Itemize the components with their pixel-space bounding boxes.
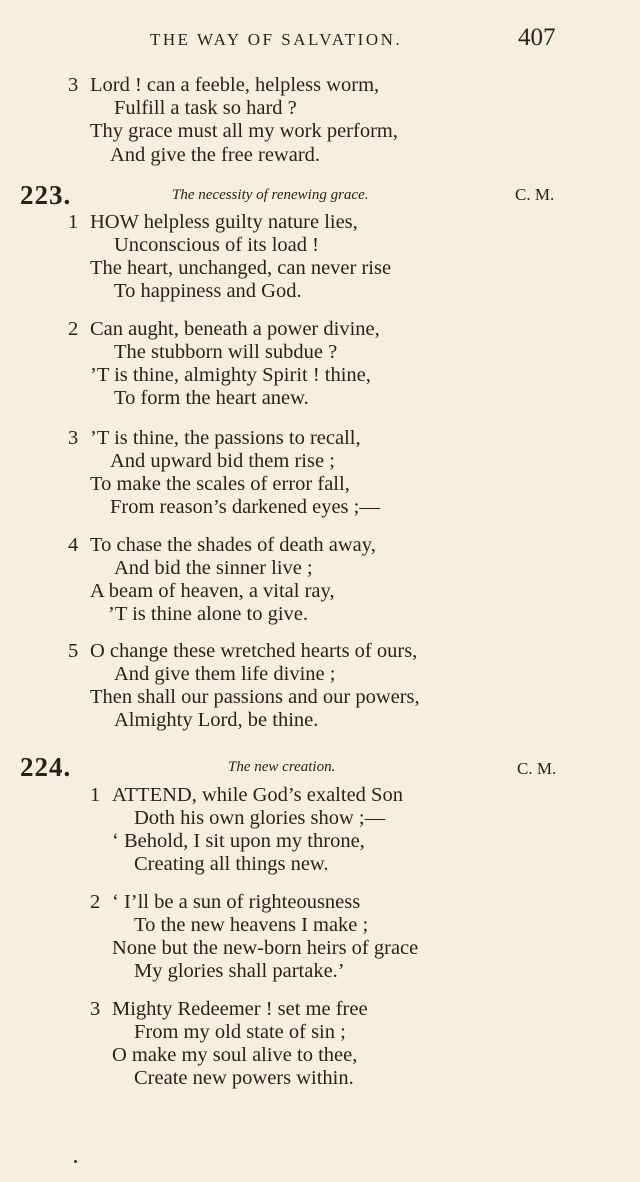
- verse-line: Lord ! can a feeble, helpless worm,: [90, 74, 380, 96]
- verse-line: Then shall our passions and our powers,: [90, 686, 420, 708]
- stanza-number: 2: [90, 891, 101, 913]
- verse-line: ATTEND, while God’s exalted Son: [112, 784, 403, 806]
- verse-line: From my old state of sin ;: [134, 1021, 346, 1043]
- verse-line: And bid the sinner live ;: [114, 557, 313, 579]
- hymn-number: 223.: [20, 180, 72, 210]
- verse-line: ’T is thine alone to give.: [108, 603, 309, 625]
- verse-line: Fulfill a task so hard ?: [114, 97, 297, 119]
- verse-line: Mighty Redeemer ! set me free: [112, 998, 368, 1020]
- stanza-number: 2: [68, 318, 79, 340]
- verse-line: Almighty Lord, be thine.: [114, 709, 319, 731]
- verse-line: ‘ Behold, I sit upon my throne,: [112, 830, 365, 852]
- stanza-number: 3: [68, 74, 79, 96]
- verse-line: The heart, unchanged, can never rise: [90, 257, 392, 279]
- stanza-number: 3: [68, 427, 79, 449]
- verse-line: To the new heavens I make ;: [134, 914, 369, 936]
- verse-line: Unconscious of its load !: [114, 234, 319, 256]
- verse-line: ’T is thine, the passions to recall,: [90, 427, 361, 449]
- verse-line: To form the heart anew.: [114, 387, 309, 409]
- verse-line: None but the new-born heirs of grace: [112, 937, 419, 959]
- verse-line: O change these wretched hearts of ours,: [90, 640, 418, 662]
- verse-line: O make my soul alive to thee,: [112, 1044, 358, 1066]
- verse-line: ’T is thine, almighty Spirit ! thine,: [90, 364, 371, 386]
- verse-line: Doth his own glories show ;—: [134, 807, 386, 829]
- stanza-number: 5: [68, 640, 79, 662]
- verse-line: Create new powers within.: [134, 1067, 354, 1089]
- hymn-number: 224.: [20, 752, 72, 782]
- hymn-title: The new creation.: [228, 759, 336, 775]
- verse-line: And give them life divine ;: [114, 663, 336, 685]
- stanza-number: 1: [68, 211, 79, 233]
- verse-line: And upward bid them rise ;: [110, 450, 335, 472]
- verse-line: A beam of heaven, a vital ray,: [90, 580, 335, 602]
- verse-line: To make the scales of error fall,: [90, 473, 350, 495]
- verse-line: To chase the shades of death away,: [90, 534, 376, 556]
- verse-line: Can aught, beneath a power divine,: [90, 318, 380, 340]
- page-number: 407: [518, 24, 556, 51]
- hymn-meter: C. M.: [515, 185, 555, 204]
- verse-line: To happiness and God.: [114, 280, 302, 302]
- stanza-number: 4: [68, 534, 79, 556]
- verse-line: The stubborn will subdue ?: [114, 341, 338, 363]
- verse-line: HOW helpless guilty nature lies,: [90, 211, 358, 233]
- print-speck: [74, 1160, 77, 1163]
- verse-line: And give the free reward.: [110, 144, 321, 166]
- verse-line: My glories shall partake.’: [134, 960, 345, 982]
- verse-line: From reason’s darkened eyes ;—: [110, 496, 380, 518]
- verse-line: Thy grace must all my work perform,: [90, 120, 398, 142]
- stanza-number: 3: [90, 998, 101, 1020]
- hymn-meter: C. M.: [517, 759, 557, 778]
- running-header: THE WAY OF SALVATION.: [150, 30, 403, 49]
- verse-line: Creating all things new.: [134, 853, 329, 875]
- hymn-title: The necessity of renewing grace.: [172, 187, 369, 203]
- verse-line: ‘ I’ll be a sun of righteousness: [112, 891, 361, 913]
- stanza-number: 1: [90, 784, 101, 806]
